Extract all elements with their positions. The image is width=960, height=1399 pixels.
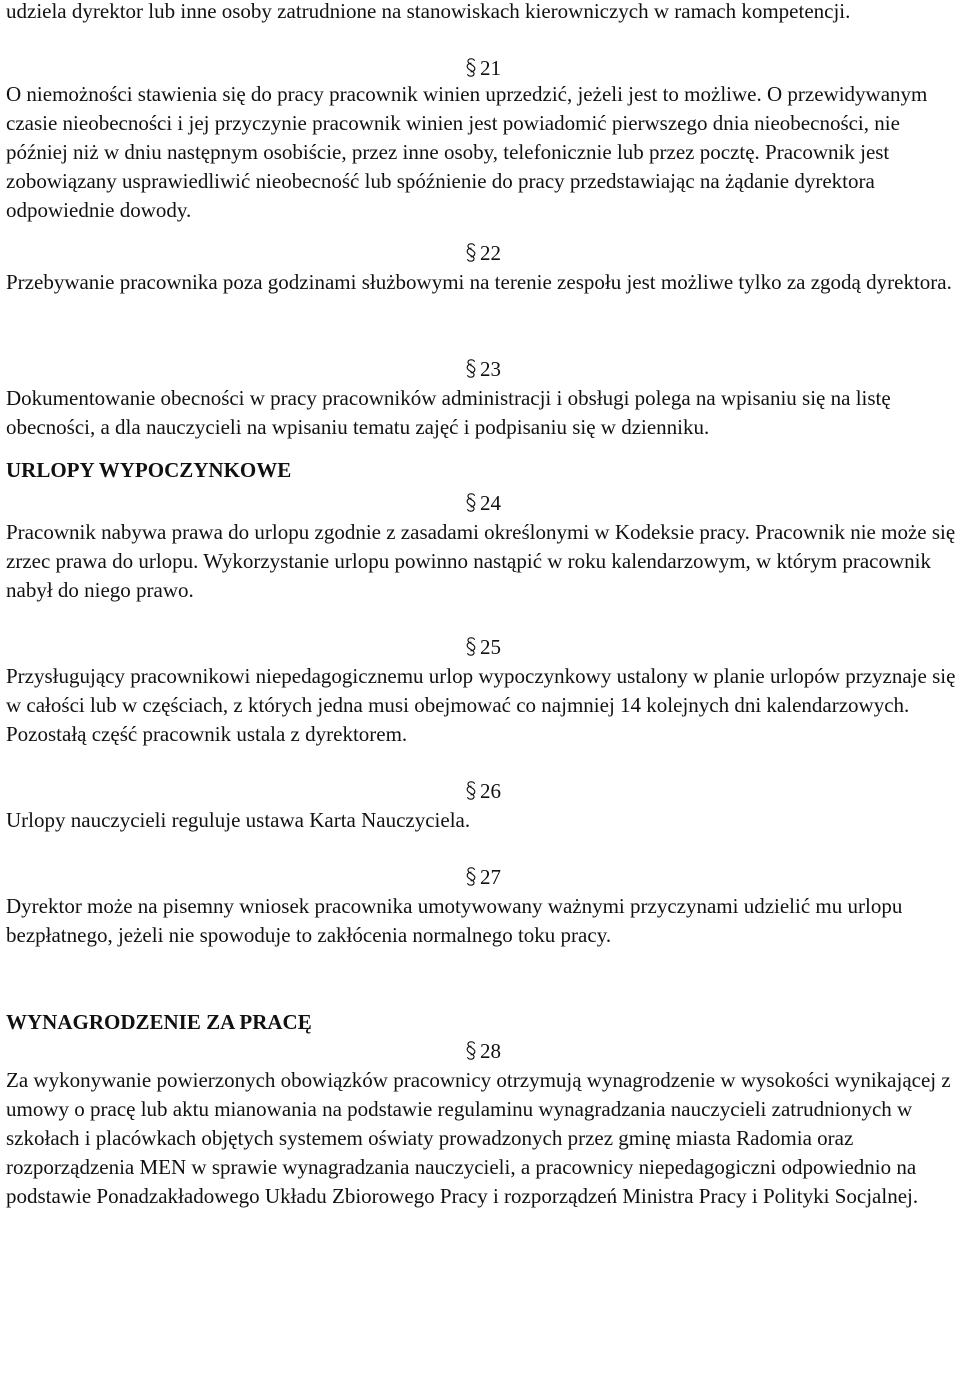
section-22-heading — [6, 239, 958, 268]
section-27-text: Dyrektor może na pisemny wniosek pracownika umotywowany ważnymi przyczynami udzielić mu urlopu bezpłatnego, jeżeli nie spowoduje to zakłócenia normalnego toku pracy. — [6, 894, 903, 947]
heading-urlopy: URLOPY WYPOCZYNKOWE — [6, 458, 292, 482]
section-sign-icon — [464, 57, 478, 78]
section-27-number: 27 — [480, 865, 501, 889]
section-sign-icon — [464, 636, 478, 657]
section-27-heading — [6, 863, 958, 892]
section-24-text: Pracownik nabywa prawa do urlopu zgodnie z zasadami określonymi w Kodeksie pracy. Pracownik nie może się zrzec prawa do urlopu. Wykorzystanie urlopu powinno nastąpić w roku kalendarzowym, w którym pracownik nabył do niego prawo. — [6, 520, 956, 602]
paragraph-20-tail: udziela dyrektor lub inne osoby zatrudnione na stanowiskach kierowniczych w ramach kompetencji. — [6, 0, 851, 23]
section-28-text: Za wykonywanie powierzonych obowiązków pracownicy otrzymują wynagrodzenie w wysokości wynikającej z umowy o pracę lub aktu mianowania na podstawie regulaminu wynagradzania nauczycieli zatrudnionych w szkołach i placówkach objętych systemem oświaty prowadzonych przez gminę miasta Radomia oraz rozporządzenia MEN w sprawie wynagradzania nauczycieli, a pracownicy niepedagogiczni odpowiednio na podstawie Ponadzakładowego Układu Zbiorowego Pracy i rozporządzeń Ministra Pracy i Polityki Socjalnej. — [6, 1068, 951, 1208]
section-22-number: 22 — [480, 241, 501, 265]
document-page — [6, 0, 958, 1211]
section-25-text: Przysługujący pracownikowi niepedagogicznemu urlop wypoczynkowy ustalony w planie urlopów przyznaje się w całości lub w częściach, z których jedna musi obejmować co najmniej 14 kolejnych dni kalendarzowych. Pozostałą część pracownik ustala z dyrektorem. — [6, 664, 956, 746]
section-28-heading — [6, 1037, 958, 1066]
section-26-text: Urlopy nauczycieli reguluje ustawa Karta Nauczyciela. — [6, 808, 471, 832]
section-23-heading — [6, 355, 958, 384]
section-sign-icon — [464, 866, 478, 887]
section-sign-icon — [464, 1040, 478, 1061]
section-26-heading — [6, 777, 958, 806]
section-sign-icon — [464, 242, 478, 263]
section-sign-icon — [464, 358, 478, 379]
section-21-heading — [6, 54, 958, 83]
section-26-number: 26 — [480, 779, 501, 803]
section-25-number: 25 — [480, 635, 501, 659]
section-22-text: Przebywanie pracownika poza godzinami służbowymi na terenie zespołu jest możliwe tylko za zgodą dyrektora. — [6, 270, 952, 294]
section-23-number: 23 — [480, 357, 501, 381]
section-24-number: 24 — [480, 491, 501, 515]
section-21-text: O niemożności stawienia się do pracy pracownik winien uprzedzić, jeżeli jest to możliwe. O przewidywanym czasie nieobecności i jej przyczynie pracownik winien jest powiadomić pierwszego dnia nieobecności, nie później niż w dniu następnym osobiście, przez inne osoby, telefonicznie lub przez pocztę. Pracownik jest zobowiązany usprawiedliwić nieobecność lub spóźnienie do pracy przedstawiając na żądanie dyrektora odpowiednie dowody. — [6, 82, 928, 222]
section-25-heading — [6, 633, 958, 662]
heading-wynagrodzenie: WYNAGRODZENIE ZA PRACĘ — [6, 1010, 312, 1034]
section-24-heading — [6, 489, 958, 518]
section-28-number: 28 — [480, 1039, 501, 1063]
section-sign-icon — [464, 780, 478, 801]
section-23-text: Dokumentowanie obecności w pracy pracowników administracji i obsługi polega na wpisaniu się na listę obecności, a dla nauczycieli na wpisaniu tematu zajęć i podpisaniu się w dzienniku. — [6, 386, 891, 439]
section-sign-icon — [464, 492, 478, 513]
section-21-number: 21 — [480, 56, 501, 80]
